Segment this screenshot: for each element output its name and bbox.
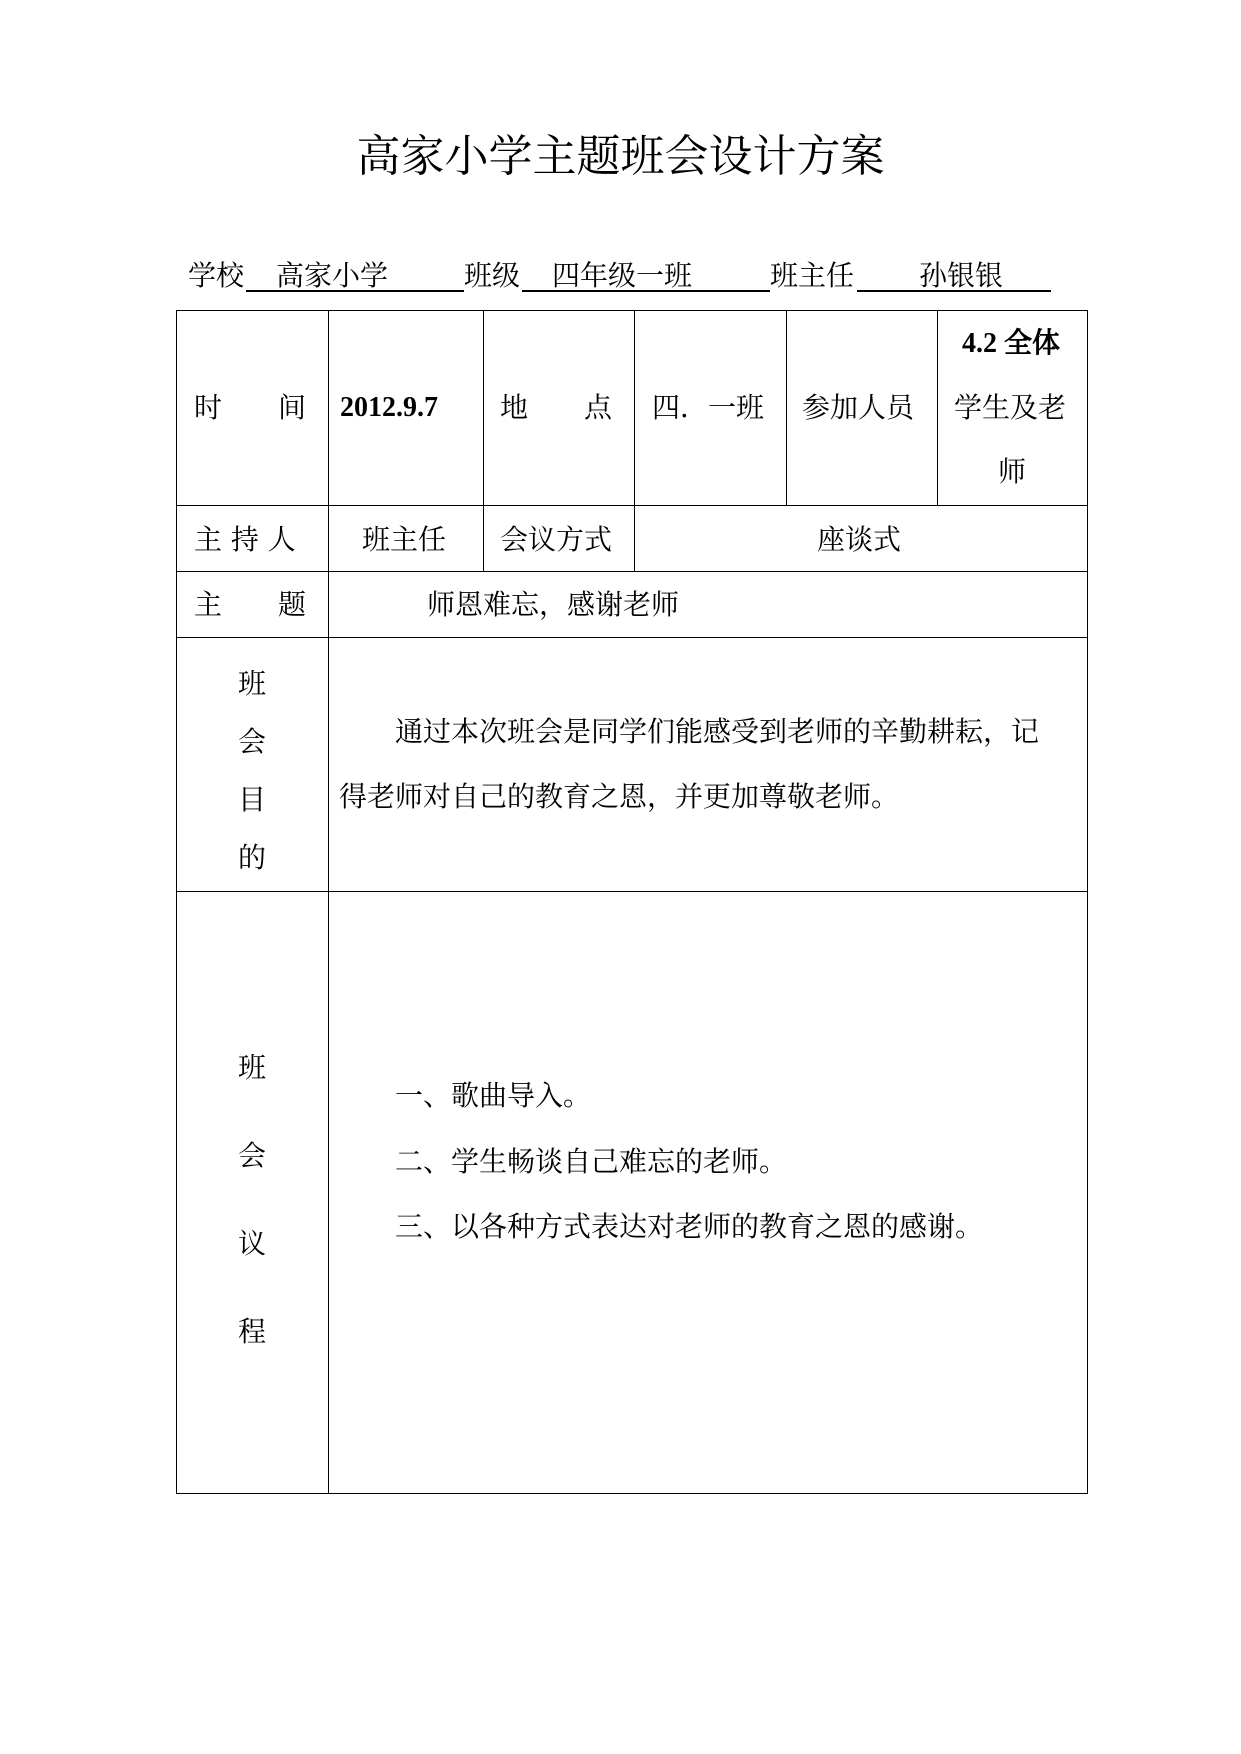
- time-value: 2012.9.7: [340, 392, 438, 423]
- method-value: 座谈式: [817, 523, 902, 556]
- class-value: 四年级一班: [552, 259, 693, 292]
- teacher-label: 班主任: [770, 259, 855, 292]
- purpose-label-2: 会: [237, 725, 266, 758]
- agenda-label-4: 程: [237, 1315, 266, 1348]
- school-field: [246, 258, 464, 292]
- theme-value: 师恩难忘，感谢老师: [427, 588, 680, 621]
- agenda-label-1: 班: [237, 1051, 266, 1084]
- class-field: [522, 258, 770, 292]
- participants-line-2: 学生及老: [954, 391, 1067, 424]
- agenda-label-2: 会: [237, 1139, 266, 1172]
- teacher-field: [857, 258, 1051, 292]
- purpose-label-3: 目: [237, 783, 266, 816]
- host-value: 班主任: [362, 523, 447, 556]
- teacher-value: 孙银银: [919, 259, 1004, 292]
- method-label: 会议方式: [500, 523, 613, 556]
- time-label: 时 间: [194, 391, 307, 424]
- purpose-line-1: 通过本次班会是同学们能感受到老师的辛勤耕耘，记: [395, 715, 1040, 748]
- agenda-item-1: 一、歌曲导入。: [395, 1079, 592, 1112]
- school-value: 高家小学: [276, 259, 389, 292]
- purpose-line-2: 得老师对自己的教育之恩，并更加尊敬老师。: [339, 780, 900, 813]
- participants-line-1: 4.2 全体: [962, 328, 1061, 359]
- school-label: 学校: [188, 259, 245, 292]
- class-label: 班级: [464, 259, 521, 292]
- agenda-item-2: 二、学生畅谈自己难忘的老师。: [395, 1145, 788, 1178]
- participants-label: 参加人员: [802, 391, 915, 424]
- purpose-label-4: 的: [237, 841, 266, 874]
- purpose-label-1: 班: [237, 667, 266, 700]
- place-value: 四．一班: [652, 391, 765, 424]
- place-label: 地 点: [500, 391, 613, 424]
- agenda-label-3: 议: [237, 1227, 266, 1260]
- participants-line-3: 师: [998, 455, 1027, 488]
- agenda-item-3: 三、以各种方式表达对老师的教育之恩的感谢。: [395, 1210, 984, 1243]
- theme-label: 主 题: [194, 588, 307, 621]
- page-title: 高家小学主题班会设计方案: [356, 131, 885, 182]
- host-label: 主 持 人: [194, 523, 296, 556]
